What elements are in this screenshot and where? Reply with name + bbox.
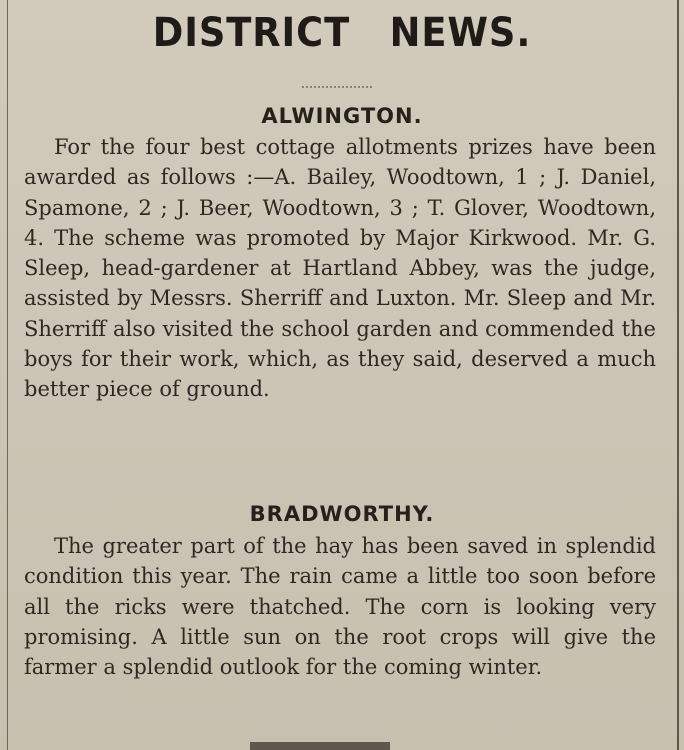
article-body-bradworthy: The greater part of the hay has been saved in splendid condition this year. The rain came a little too soon before all the ricks were thatched. The corn is looking very promising. A little sun on the root crops will give the farmer a splendid outlook for the coming winter.: [24, 534, 656, 680]
article-heading-alwington: ALWINGTON.: [261, 104, 423, 128]
article-heading-bradworthy: BRADWORTHY.: [249, 502, 435, 526]
cut-off-next-heading: [250, 742, 390, 750]
section-masthead: DISTRICT NEWS.: [152, 10, 532, 56]
article-body-alwington: For the four best cottage allotments prizes have been awarded as follows :—A. Bailey, Woodtown, 1 ; J. Daniel, Spamone, 2 ; J. Beer, Woodtown, 3 ; T. Glover, Woodtown, 4. The scheme was promoted by Major Kirkwood. Mr. G. Sleep, head-gardener at Hartland Abbey, was the judge, assisted by Messrs. Sherriff and Luxton. Mr. Sleep and Mr. Sherriff also visited the school garden and commended the boys for their work, which, as they said, deserved a much better piece of ground.: [24, 135, 656, 402]
decorative-divider: [302, 86, 372, 90]
